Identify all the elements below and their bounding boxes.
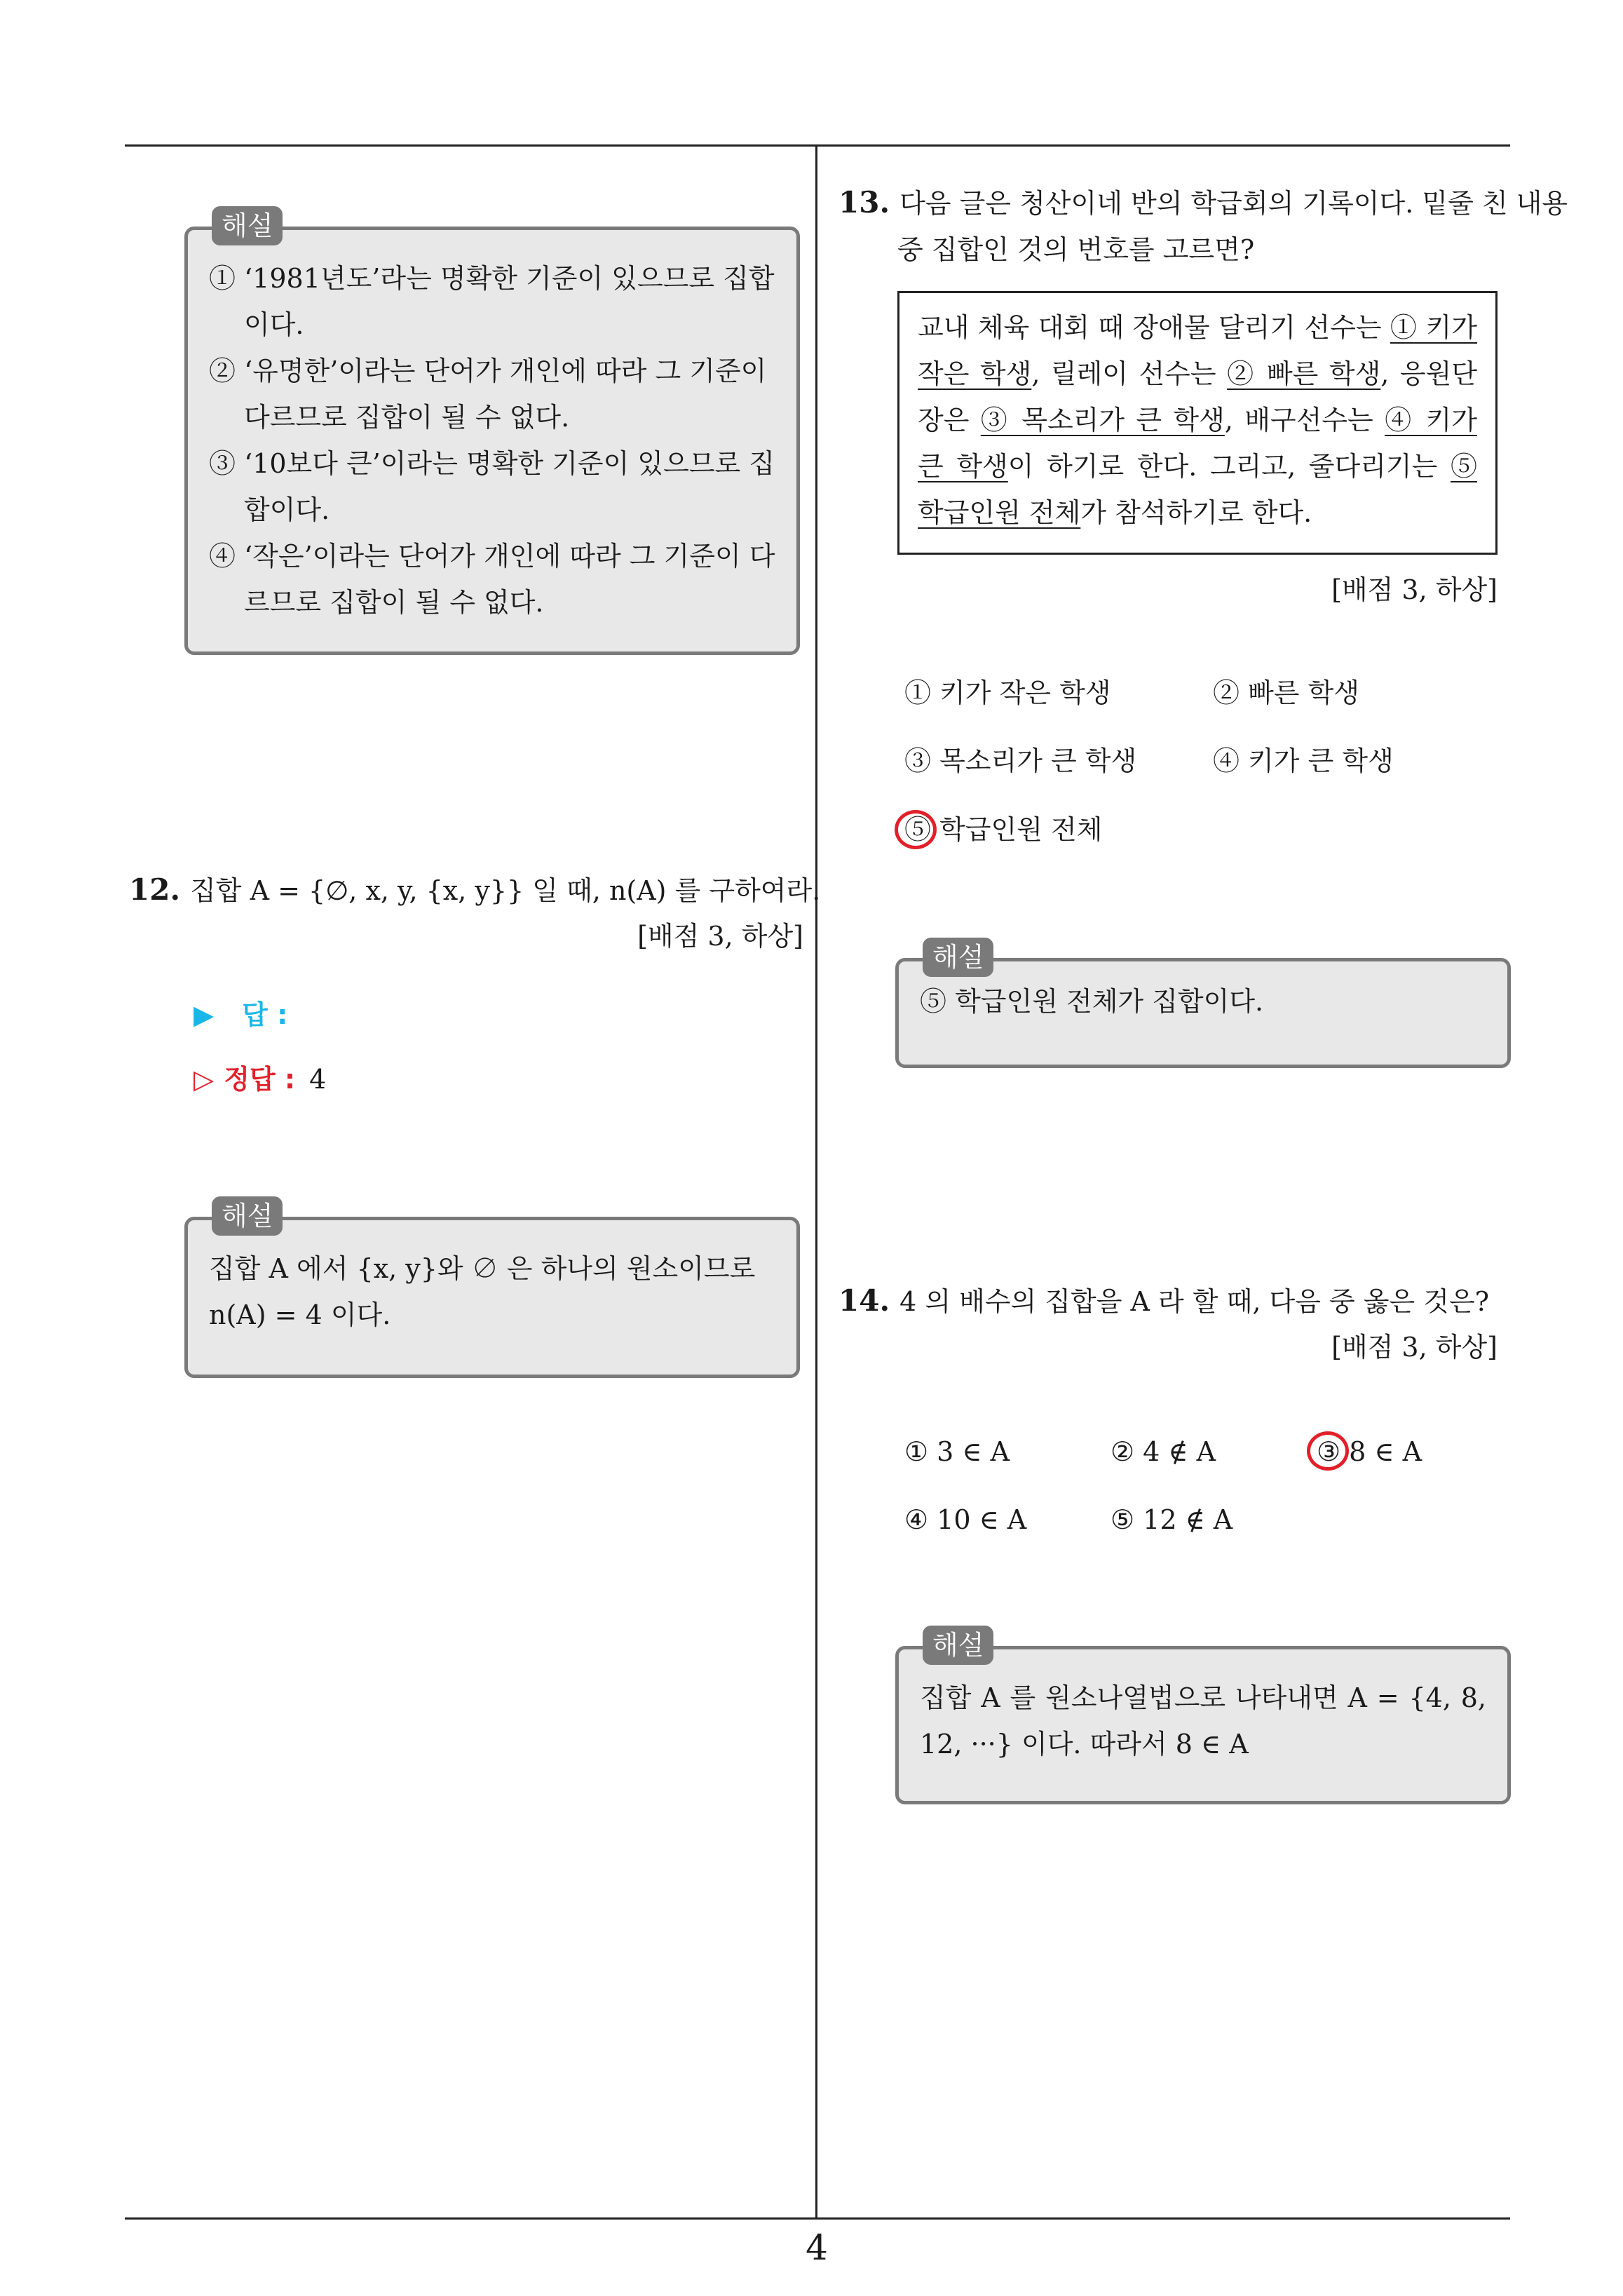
q11-explanation-line-1: ① ‘1981년도’라는 명확한 기준이 있으므로 집합이다. — [209, 263, 775, 340]
q14-score: [배점 3, 하상] — [1331, 1332, 1498, 1363]
q12-number: 12. — [129, 872, 181, 907]
q14-option-3[interactable]: ③ 8 ∈ A — [1317, 1436, 1422, 1467]
q14-explanation-box — [895, 1630, 1511, 1804]
q13-explanation-box — [895, 942, 1511, 1068]
q13-option-3[interactable]: ③ 목소리가 큰 학생 — [904, 745, 1137, 776]
passage-underline-5: ⑤ 학급인원 전체 — [918, 451, 1477, 528]
passage-text: 이 하기로 한다. 그리고, 줄다리기는 — [1007, 451, 1451, 482]
q13-number: 13. — [838, 185, 890, 220]
q11-explanation-line-2: ② ‘유명한’이라는 단어가 개인에 따라 그 기준이 다르므로 집합이 될 수 없다. — [209, 356, 767, 433]
passage-text: , 배구선수는 — [1224, 405, 1385, 435]
q14-explanation-text: 집합 A 를 원소나열법으로 나타내면 A = {4, 8, 12, ···} 이다. 따라서 8 ∈ A — [920, 1682, 1486, 1760]
q13-question — [838, 180, 1572, 273]
q12-text: 집합 A = {∅, x, y, {x, y}} 일 때, n(A) 를 구하여라. — [190, 875, 821, 906]
page-number: 4 — [806, 2227, 828, 2268]
q12-score: [배점 3, 하상] — [637, 921, 803, 952]
passage-text: 교내 체육 대회 때 장애물 달리기 선수는 — [918, 312, 1390, 343]
answer-label: 답 : — [242, 999, 288, 1030]
q13-text: 다음 글은 청산이네 반의 학급회의 기록이다. 밑줄 친 내용 중 집합인 것의 번호를 고르면? — [897, 188, 1568, 265]
passage-underline-3: ③ 목소리가 큰 학생 — [980, 405, 1225, 435]
passage-underline-2: ② 빠른 학생 — [1227, 358, 1381, 389]
explanation-tag: 해설 — [212, 1196, 283, 1236]
q13-explanation-text: ⑤ 학급인원 전체가 집합이다. — [920, 986, 1264, 1017]
q14-question — [838, 1278, 1572, 1325]
q13-option-2[interactable]: ② 빠른 학생 — [1213, 677, 1359, 708]
q11-explanation-line-4: ④ ‘작은’이라는 단어가 개인에 따라 그 기준이 다르므로 집합이 될 수 없다. — [209, 541, 775, 618]
passage-text: , 응원단장은 — [918, 358, 1477, 435]
correct-arrow-icon: ▷ — [193, 1064, 215, 1095]
q13-passage-box — [897, 291, 1498, 555]
q14-option-1[interactable]: ① 3 ∈ A — [904, 1436, 1010, 1467]
column-divider — [815, 144, 817, 2217]
q14-option-5[interactable]: ⑤ 12 ∉ A — [1111, 1504, 1233, 1535]
q12-explanation-text: 집합 A 에서 {x, y}와 ∅ 은 하나의 원소이므로 n(A) = 4 이다. — [209, 1253, 756, 1330]
explanation-tag: 해설 — [923, 1626, 993, 1665]
q12-question — [129, 867, 862, 914]
answer-circle-mark-icon — [895, 810, 937, 849]
correct-value: 4 — [309, 1064, 327, 1095]
q11-explanation-line-3: ③ ‘10보다 큰’이라는 명확한 기준이 있으므로 집합이다. — [209, 448, 775, 525]
q13-option-4[interactable]: ④ 키가 큰 학생 — [1213, 745, 1394, 776]
q13-option-1[interactable]: ① 키가 작은 학생 — [904, 677, 1111, 708]
explanation-tag: 해설 — [923, 938, 993, 977]
passage-underline-1: ① 키가 작은 학생 — [918, 312, 1477, 389]
answer-arrow-icon: ▶ — [193, 999, 215, 1030]
q12-answer-row — [193, 992, 474, 1038]
correct-label: 정답 : — [224, 1064, 296, 1095]
answer-circle-mark-icon — [1307, 1431, 1349, 1471]
q14-number: 14. — [838, 1283, 890, 1318]
q11-explanation-box — [184, 210, 800, 655]
passage-text: , 릴레이 선수는 — [1031, 358, 1228, 389]
q14-option-4[interactable]: ④ 10 ∈ A — [904, 1504, 1027, 1535]
bottom-rule — [125, 2217, 1510, 2220]
q12-explanation-box — [184, 1201, 800, 1378]
passage-underline-4: ④ 키가 큰 학생 — [918, 405, 1478, 482]
q13-option-5[interactable]: ⑤ 학급인원 전체 — [904, 814, 1103, 845]
passage-text: 가 참석하기로 한다. — [1080, 497, 1312, 528]
top-rule — [125, 144, 1510, 147]
explanation-tag: 해설 — [212, 206, 283, 245]
q14-option-2[interactable]: ② 4 ∉ A — [1111, 1436, 1216, 1467]
q12-correct-row — [193, 1056, 474, 1102]
q13-score: [배점 3, 하상] — [1331, 574, 1498, 605]
q14-text: 4 의 배수의 집합을 A 라 할 때, 다음 중 옳은 것은? — [899, 1286, 1490, 1317]
